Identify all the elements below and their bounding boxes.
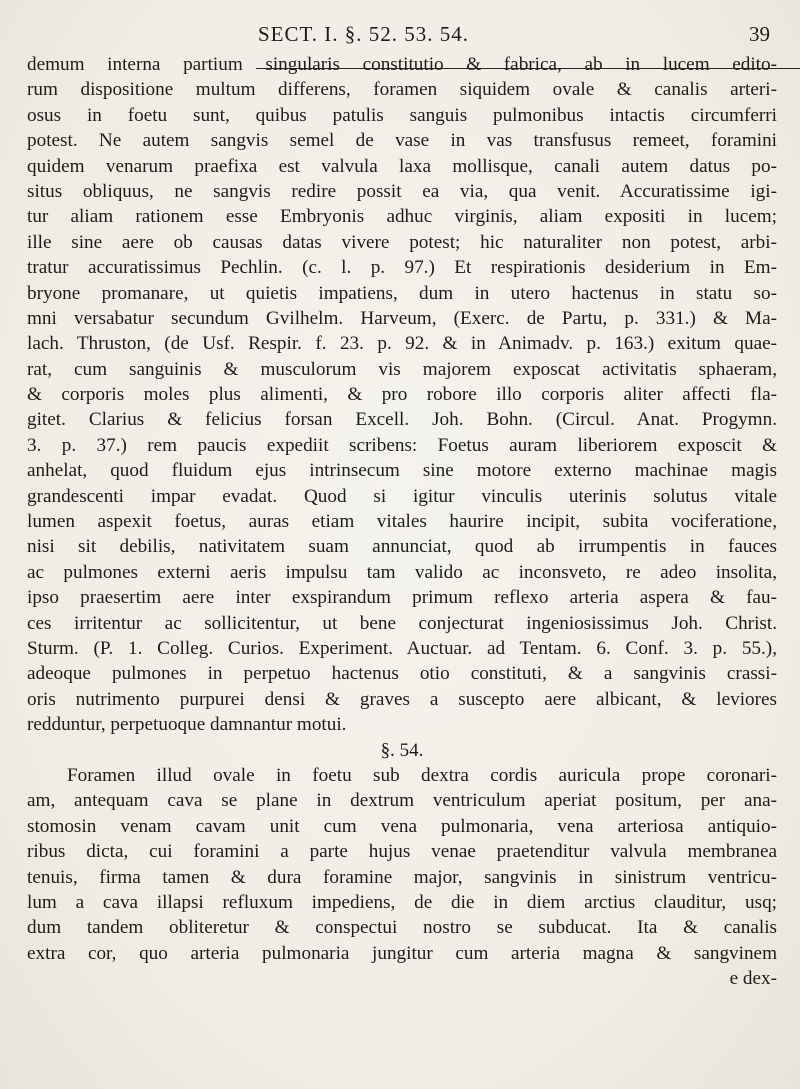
text-line: Sturm. (P. 1. Colleg. Curios. Experiment. Auctuar. ad Tentam. 6. Conf. 3. p. 55.), xyxy=(27,637,777,659)
body-text xyxy=(27,52,777,991)
text-line: stomosin venam cavam unit cum vena pulmonaria, vena arteriosa antiquio- xyxy=(27,815,777,837)
text-line: oris nutrimento purpurei densi & graves a suscepto aere albicant, & leviores xyxy=(27,688,777,710)
text-line: lum a cava illapsi refluxum impediens, de die in diem arctius clauditur, usq; xyxy=(27,891,777,913)
page-number: 39 xyxy=(749,22,770,46)
text-line: demum interna partium singularis constitutio & fabrica, ab in lucem edito- xyxy=(27,54,777,75)
text-line: & corporis moles plus alimenti, & pro robore illo corporis aliter affecti fla- xyxy=(27,384,777,406)
text-line: tenuis, firma tamen & dura foramine major, sangvinis in sinistrum ventricu- xyxy=(27,866,777,888)
text-line: tur aliam rationem esse Embryonis adhuc virginis, aliam expositi in lucem; xyxy=(27,206,777,228)
text-line: potest. Ne autem sangvis semel de vase in vas transfusus remeet, foramini xyxy=(27,130,777,152)
text-line: grandescenti impar evadat. Quod si igitur vinculis uterinis solutus vitale xyxy=(27,485,777,507)
running-head xyxy=(250,22,770,48)
text-line: rum dispositione multum differens, foramen siquidem ovale & canalis arteri- xyxy=(27,79,777,101)
text-line: ribus dicta, cui foramini a parte hujus venae praetenditur valvula membranea xyxy=(27,841,777,863)
text-line: anhelat, quod fluidum ejus intrinsecum sine motore externo machinae magis xyxy=(27,460,777,482)
text-line: osus in foetu sunt, quibus patulis sanguis pulmonibus intactis circumferri xyxy=(27,104,777,126)
text-line: Foramen illud ovale in foetu sub dextra cordis auricula prope coronari- xyxy=(67,764,777,786)
catchword: e dex- xyxy=(729,968,777,990)
text-line: quidem venarum praefixa est valvula laxa mollisque, canali autem datus po- xyxy=(27,155,777,177)
text-line: lach. Thruston, (de Usf. Respir. f. 23. p. 92. & in Animadv. p. 163.) exitum quae- xyxy=(27,333,777,355)
section-heading: SECT. I. §. 52. 53. 54. xyxy=(258,22,470,46)
text-line: dum tandem obliteretur & conspectui nostro se subducat. Ita & canalis xyxy=(27,917,777,939)
text-line: bryone promanare, ut quietis impatiens, dum in utero hactenus in statu so- xyxy=(27,282,777,304)
section-number: §. 54. xyxy=(380,739,424,761)
text-line: tratur accuratissimus Pechlin. (c. l. p. 97.) Et respirationis desiderium in Em- xyxy=(27,257,777,279)
text-line: redduntur, perpetuoque damnantur motui. xyxy=(27,714,347,736)
text-line: ille sine aere ob causas datas vivere potest; hic naturaliter non potest, arbi- xyxy=(27,231,777,253)
text-line: 3. p. 37.) rem paucis expediit scribens: Foetus auram liberiorem exposcit & xyxy=(27,434,777,456)
text-line: ac pulmones externi aeris impulsu tam valido ac inconsveto, re adeo insolita, xyxy=(27,561,777,583)
text-line: mni versabatur secundum Gvilhelm. Harveum, (Exerc. de Partu, p. 331.) & Ma- xyxy=(27,307,777,329)
text-line: ces irritentur ac sollicitentur, ut bene conjecturat ingeniosissimus Joh. Christ. xyxy=(27,612,777,634)
text-line: extra cor, quo arteria pulmonaria jungitur cum arteria magna & sangvinem xyxy=(27,942,777,964)
text-line: lumen aspexit foetus, auras etiam vitales haurire incipit, subita vociferatione, xyxy=(27,511,777,533)
text-line: am, antequam cava se plane in dextrum ventriculum aperiat positum, per ana- xyxy=(27,790,777,812)
text-line: adeoque pulmones in perpetuo hactenus otio constituti, & a sangvinis crassi- xyxy=(27,663,777,685)
text-line: ipso praesertim aere inter exspirandum primum reflexo arteria aspera & fau- xyxy=(27,587,777,609)
text-line: nisi sit debilis, nativitatem suam annunciat, quod ab irrumpentis in fauces xyxy=(27,536,777,558)
text-line: situs obliquus, ne sangvis redire possit ea via, qua venit. Accuratissime igi- xyxy=(27,180,777,202)
text-line: rat, cum sanguinis & musculorum vis majorem exposcat activitatis sphaeram, xyxy=(27,358,777,380)
text-line: gitet. Clarius & felicius forsan Excell. Joh. Bohn. (Circul. Anat. Progymn. xyxy=(27,409,777,431)
